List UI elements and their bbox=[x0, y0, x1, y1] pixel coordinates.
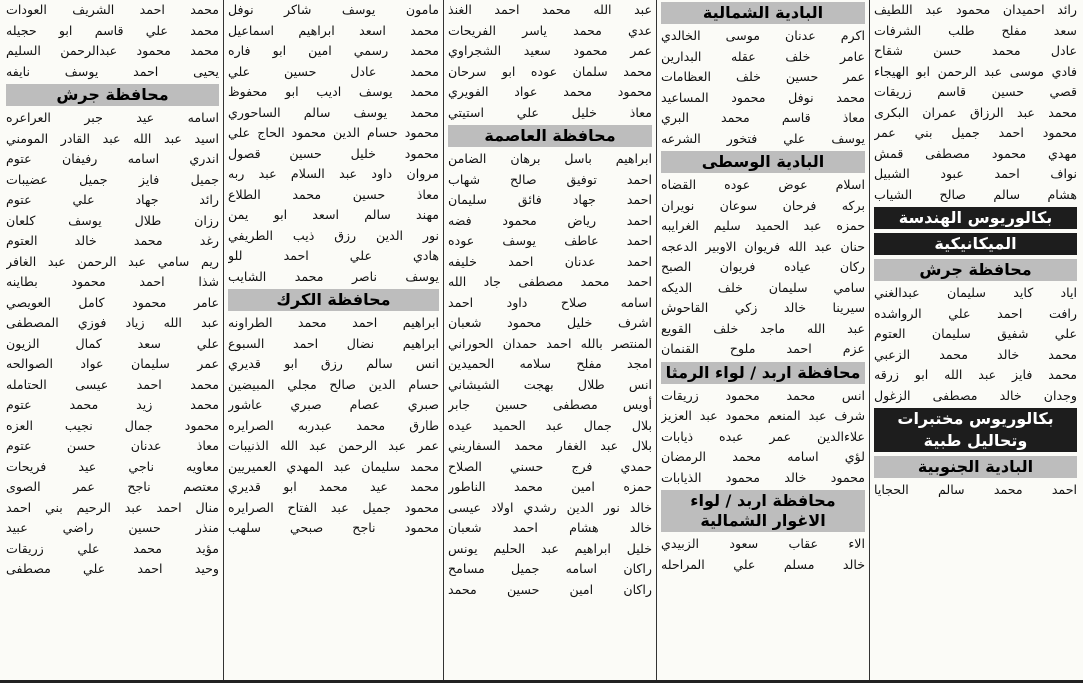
section-heading: محافظة العاصمة bbox=[448, 125, 652, 147]
name-entry: محمد محمود عبدالرحمن السليم bbox=[6, 43, 219, 58]
name-entry: محمود حسام الدين محمود الحاج علي bbox=[228, 125, 439, 140]
name-entry: اندري اسامه رفيفان عتوم bbox=[6, 151, 219, 166]
name-entry: يوسف علي فتخور الشرعه bbox=[661, 130, 865, 146]
name-entry: راكان اسامه جميل مسامح bbox=[448, 561, 652, 576]
name-entry: مامون يوسف شاكر نوفل bbox=[228, 2, 439, 17]
name-entry: معاذ قاسم محمد البري bbox=[661, 110, 865, 125]
name-entry: حمزه عبد الحميد سليم الغرايبه bbox=[661, 218, 865, 233]
name-entry: محمود خليل حسين قصول bbox=[228, 145, 439, 161]
name-entry: خليل ابراهيم عبد الحليم يونس bbox=[448, 540, 652, 556]
name-entry: رافت احمد علي الرواشده bbox=[874, 305, 1077, 321]
name-entry: حمزه امين محمد الناطور bbox=[448, 479, 652, 494]
name-entry: اسامه عيد جبر العراعره bbox=[6, 110, 219, 125]
name-entry: طارق محمد عبدربه الصرايره bbox=[228, 417, 439, 433]
name-entry: وجدان خالد مصطفى الزغول bbox=[874, 387, 1077, 403]
name-entry: عزم احمد ملوح القنمان bbox=[661, 341, 865, 356]
column-3 bbox=[443, 0, 656, 680]
name-entry: خالد هشام احمد شعبان bbox=[448, 520, 652, 535]
name-entry: محمد عيد محمد ابو قديري bbox=[228, 479, 439, 494]
section-heading: بكالوريوس مختبرات وتحاليل طبية bbox=[874, 408, 1077, 452]
name-entry: محمد فايز عبد الله ابو زرقه bbox=[874, 367, 1077, 382]
name-entry: احمد رياض محمود فضه bbox=[448, 212, 652, 228]
name-entry: بلال جمال عبد الحميد عيده bbox=[448, 417, 652, 433]
name-entry: قصي حسين قاسم زريقات bbox=[874, 84, 1077, 99]
name-entry: علي شفيق سليمان العتوم bbox=[874, 326, 1077, 341]
section-heading: البادية الوسطى bbox=[661, 151, 865, 173]
name-entry: محمود جميل عبد الفتاح الصرايره bbox=[228, 499, 439, 515]
name-entry: صبري عصام صبري عاشور bbox=[228, 397, 439, 412]
name-entry: هشام سالم صالح الشياب bbox=[874, 186, 1077, 202]
name-entry: سامي سليمان خلف الديكه bbox=[661, 279, 865, 295]
name-entry: عمر سليمان عواد الصوالحه bbox=[6, 356, 219, 371]
name-entry: عبد الله زياد فوزي المصطفى bbox=[6, 315, 219, 330]
name-entry: محمد عادل حسين علي bbox=[228, 63, 439, 79]
name-entry: اسلام عوض عوده القضاه bbox=[661, 177, 865, 192]
name-entry: علي سعد كمال الزيون bbox=[6, 335, 219, 351]
name-entry: محمد احمد عيسى الحتامله bbox=[6, 376, 219, 392]
section-heading: محافظة اربد / لواء الرمثا bbox=[661, 362, 865, 384]
name-entry: مروان داود عبد السلام عبد ربه bbox=[228, 166, 439, 181]
name-entry: احمد جهاد فائق سليمان bbox=[448, 192, 652, 207]
name-entry: المنتصر بالله احمد حمدان الحوراني bbox=[448, 335, 652, 351]
name-entry: علاءالدين عمر عبده ذيابات bbox=[661, 428, 865, 444]
name-entry: رغد محمد خالد العتوم bbox=[6, 233, 219, 248]
section-heading: محافظة جرش bbox=[874, 259, 1077, 281]
name-entry: حسام الدين صالح مجلي المبيضين bbox=[228, 376, 439, 392]
name-entry: احمد عاطف يوسف عوده bbox=[448, 233, 652, 248]
section-heading: محافظة الكرك bbox=[228, 289, 439, 311]
name-entry: محمد خالد محمد الزعبي bbox=[874, 346, 1077, 362]
name-entry: يوسف ناصر محمد الشايب bbox=[228, 268, 439, 284]
name-entry: محمود خالد محمود الذيابات bbox=[661, 469, 865, 485]
name-entry: شرف عبد المنعم محمود عبد العزيز bbox=[661, 408, 865, 423]
name-entry: ريم سامي عبد الرحمن عبد الغافر bbox=[6, 253, 219, 269]
name-entry: خالد نور الدين رشدي اولاد عيسى bbox=[448, 499, 652, 515]
name-entry: احمد محمد سالم الحجايا bbox=[874, 482, 1077, 497]
name-entry: محمد احمد الشريف العودات bbox=[6, 2, 219, 17]
name-entry: منذر حسين راضي عبيد bbox=[6, 520, 219, 535]
name-entry: محمود جمال نجيب العزه bbox=[6, 417, 219, 433]
name-entry: محمود محمد عواد الفويري bbox=[448, 84, 652, 99]
name-entry: سعد مفلح طلب الشرفات bbox=[874, 22, 1077, 38]
name-entry: راكان امين حسين محمد bbox=[448, 581, 652, 597]
section-heading: الميكانيكية bbox=[874, 233, 1077, 255]
name-entry: رزان طلال يوسف كلعان bbox=[6, 212, 219, 228]
name-entry: منال احمد عبد الرحيم بني احمد bbox=[6, 499, 219, 515]
name-entry: اياد كايد سليمان عبدالغني bbox=[874, 285, 1077, 300]
name-entry: فادي موسى عبد الرحمن ابو الهيجاء bbox=[874, 63, 1077, 79]
section-heading: البادية الجنوبية bbox=[874, 456, 1077, 478]
name-entry: ابراهيم نضال احمد السبوع bbox=[228, 335, 439, 351]
name-entry: اكرم عدنان موسى الخالدي bbox=[661, 28, 865, 43]
name-entry: عامر خلف عقله البدارين bbox=[661, 48, 865, 64]
name-entry: سيرينا خالد زكي القاحوش bbox=[661, 300, 865, 315]
name-entry: معتصم ناجح عمر الصوى bbox=[6, 479, 219, 494]
name-entry: احمد توفيق صالح شهاب bbox=[448, 171, 652, 187]
name-entry: معاذ عدنان حسن عتوم bbox=[6, 438, 219, 453]
name-entry: ابراهيم احمد محمد الطراونه bbox=[228, 315, 439, 330]
name-entry: مؤيد محمد علي زريقات bbox=[6, 540, 219, 556]
name-entry: اسامه صلاح داود احمد bbox=[448, 294, 652, 310]
name-entry: محمد اسعد ابراهيم اسماعيل bbox=[228, 22, 439, 38]
name-entry: محمد نوفل محمود المساعيد bbox=[661, 89, 865, 105]
name-entry: محمد يوسف اديب ابو محفوظ bbox=[228, 84, 439, 99]
name-entry: شذا احمد محمود بطاينه bbox=[6, 274, 219, 289]
name-entry: عادل محمد حسن شقاح bbox=[874, 43, 1077, 58]
name-entry: محمد يوسف سالم الساحوري bbox=[228, 104, 439, 120]
column-4 bbox=[223, 0, 443, 680]
name-entry: محمد علي قاسم ابو حجيله bbox=[6, 22, 219, 38]
name-entry: معاذ حسين محمد الطلاع bbox=[228, 186, 439, 202]
section-heading: محافظة اربد / لواء الاغوار الشمالية bbox=[661, 490, 865, 532]
name-entry: نواف احمد عبود الشبيل bbox=[874, 166, 1077, 181]
name-entry: عمر محمود سعيد الشجراوي bbox=[448, 43, 652, 58]
name-entry: يحيى احمد يوسف نايفه bbox=[6, 63, 219, 79]
section-heading: بكالوريوس الهندسة bbox=[874, 207, 1077, 229]
name-entry: مهند سالم اسعد ابو يمن bbox=[228, 207, 439, 222]
column-5 bbox=[2, 0, 223, 680]
section-heading: البادية الشمالية bbox=[661, 2, 865, 24]
name-entry: عمر عبد الرحمن عبد الله الذنيبات bbox=[228, 438, 439, 453]
name-entry: أويس مصطفى حسين جابر bbox=[448, 397, 652, 412]
name-entry: محمد رسمي امين ابو فاره bbox=[228, 43, 439, 58]
name-entry: مهدي محمود مصطفى قمش bbox=[874, 145, 1077, 161]
name-entry: الاء عقاب سعود الزبيدي bbox=[661, 536, 865, 551]
name-entry: بلال عبد الغفار محمد السفاريني bbox=[448, 438, 652, 453]
name-entry: رائد احميدان محمود عبد اللطيف bbox=[874, 2, 1077, 17]
name-entry: رائد جهاد علي عتوم bbox=[6, 192, 219, 207]
name-entry: ابراهيم باسل برهان الضامن bbox=[448, 151, 652, 166]
name-entry: محمد زيد محمد عتوم bbox=[6, 397, 219, 412]
name-entry: عبد الله ماجد خلف القويع bbox=[661, 320, 865, 336]
name-entry: محمود ناجح صبحي سلهب bbox=[228, 520, 439, 535]
name-entry: جميل فايز جميل عضيبات bbox=[6, 171, 219, 187]
column-1 bbox=[869, 0, 1081, 680]
name-entry: لؤي اسامه محمد الرمضان bbox=[661, 449, 865, 464]
name-entry: محمد سليمان عبد المهدي العميريين bbox=[228, 458, 439, 474]
name-entry: بركه فرحان سوعان نويران bbox=[661, 197, 865, 213]
name-entry: امجد مفلح سلامه الحميدين bbox=[448, 356, 652, 371]
name-entry: محمد سلمان عوده ابو سرحان bbox=[448, 63, 652, 79]
name-entry: اشرف خليل محمود شعبان bbox=[448, 315, 652, 330]
name-entry: احمد محمد مصطفى جاد الله bbox=[448, 274, 652, 289]
name-entry: عامر محمود كامل العويصي bbox=[6, 294, 219, 310]
name-entry: انس طلال بهجت الشيشاني bbox=[448, 376, 652, 392]
name-entry: عمر حسين خلف العظامات bbox=[661, 69, 865, 84]
name-entry: محمد عبد الرزاق عمران البكرى bbox=[874, 104, 1077, 120]
name-entry: نور الدين رزق ذيب الطريفي bbox=[228, 227, 439, 243]
name-entry: محمود احمد جميل بني عمر bbox=[874, 125, 1077, 140]
name-entry: عدي محمد ياسر الفريحات bbox=[448, 22, 652, 38]
name-entry: حمدي فرج حسني الصلاح bbox=[448, 458, 652, 474]
name-entry: انس سالم رزق ابو قديري bbox=[228, 356, 439, 371]
name-entry: ركان عياده فريوان الصبح bbox=[661, 259, 865, 274]
name-entry: حنان عبد الله فريوان الاوبير الدعجه bbox=[661, 238, 865, 254]
name-entry: هادي علي احمد للو bbox=[228, 248, 439, 263]
name-entry: معاذ خليل علي استيتي bbox=[448, 104, 652, 120]
name-entry: عبد الله محمد احمد الغنذ bbox=[448, 2, 652, 17]
name-entry: خالد مسلم علي المراحله bbox=[661, 556, 865, 572]
name-entry: وحيد احمد علي مصطفى bbox=[6, 561, 219, 576]
name-entry: انس محمد محمود زريقات bbox=[661, 387, 865, 403]
name-entry: معاويه ناجي عيد فريحات bbox=[6, 458, 219, 474]
column-2 bbox=[656, 0, 869, 680]
name-entry: اسيد عبد الله عبد القادر المومني bbox=[6, 130, 219, 146]
section-heading: محافظة جرش bbox=[6, 84, 219, 106]
name-entry: احمد عدنان احمد خليفه bbox=[448, 253, 652, 269]
